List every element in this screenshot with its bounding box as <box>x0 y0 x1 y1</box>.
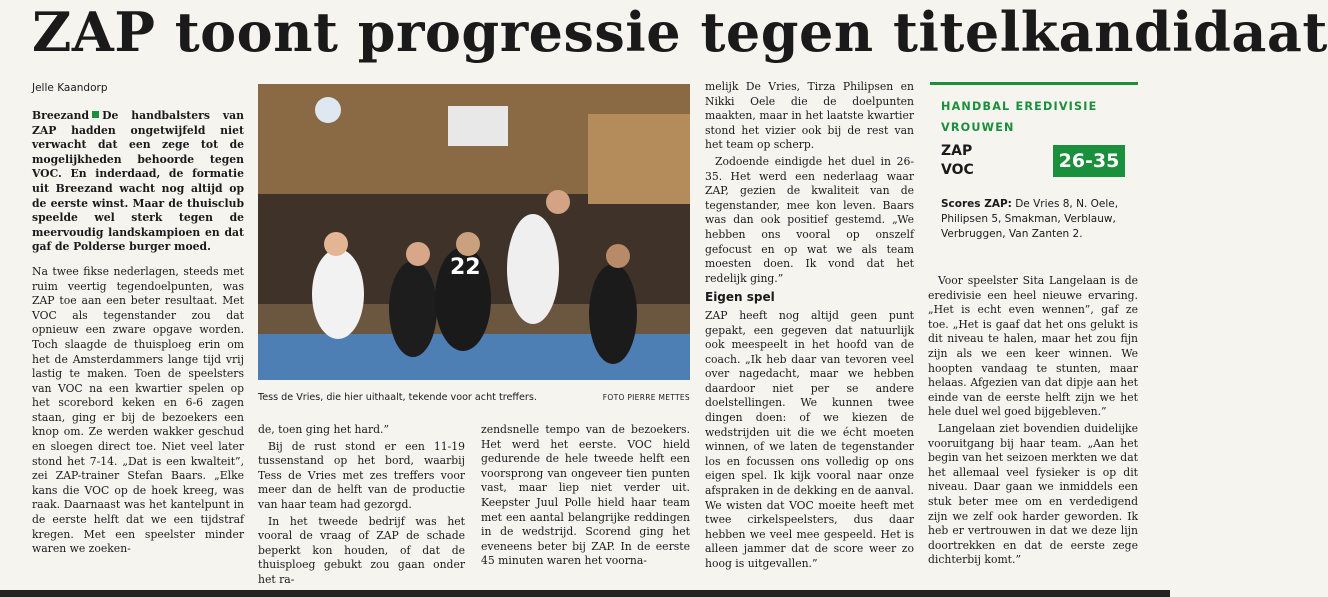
body-paragraph: Zodoende eindigde het duel in 26-35. Het werd een nederlaag waar ZAP, gezien de kwaliteit van de tegenstander, mee kon leven. Baars was dan ook positief gestemd. „We hebben ons vooral op onszelf gefocust en op wat we als team moesten doen. Ik vond dat het redelijk ging.” <box>705 154 914 285</box>
handball-action-image <box>258 84 690 380</box>
headline: ZAP toont progressie tegen titelkandidaat <box>32 0 1328 64</box>
body-paragraph: Voor speelster Sita Langelaan is de eredivisie een heel nieuwe ervaring. „Het is echt even wennen”, gaf ze toe. „Het is gaaf dat het ons gelukt is dit niveau te halen, maar het zou fijn zijn als we een keer winnen. We hoopten vandaag te stunten, maar helaas. Afgezien van dat dipje aan het einde van de eerste helft zijn we het hele duel wel goed bijgebleven.” <box>928 274 1138 419</box>
body-paragraph: In het tweede bedrijf was het vooral de vraag of ZAP de schade beperkt kon houden, of dat de thuisploeg gebukt zou gaan onder het ra- <box>258 514 465 586</box>
caption-text: Tess de Vries, die hier uithaalt, tekende voor acht treffers. <box>258 392 537 403</box>
article-column-3 <box>705 80 914 574</box>
teams <box>941 142 974 180</box>
bottom-rule <box>0 590 1170 597</box>
body-paragraph: Bij de rust stond er een 11-19 tussenstand op het bord, waarbij Tess de Vries met zes treffers voor meer dan de helft van de productie van haar team had gezorgd. <box>258 439 465 511</box>
scorers-text: De Vries 8, N. Oele, Philipsen 5, Smakman, Verblauw, Verbruggen, Van Zanten 2. <box>941 198 1119 240</box>
photo-caption <box>258 392 690 403</box>
dateline: Breezand <box>32 109 90 122</box>
body-paragraph: Langelaan ziet bovendien duidelijke vooruitgang bij haar team. „Aan het begin van het seizoen merkten we dat het allemaal veel fysieker is op dit niveau. Daar gaan we inmiddels een stuk beter mee om en verdedigend zijn we zelf ook harder geworden. Ik heb er vertrouwen in dat we deze lijn doortrekken en dat de eerste zege dichterbij komt.” <box>928 421 1138 567</box>
scorers <box>941 197 1121 242</box>
sidebar-rule <box>930 82 1138 85</box>
body-paragraph: melijk De Vries, Tirza Philipsen en Nikki Oele die de doelpunten maakten, maar in het laatste kwartier stond het vizier ook bij de rest van het team op scherp. <box>705 80 914 152</box>
body-paragraph: de, toen ging het hard.” <box>258 423 389 436</box>
article-column-1 <box>32 109 244 559</box>
sidebar-kicker: HANDBAL EREDIVISIE VROUWEN <box>941 100 1098 134</box>
byline: Jelle Kaandorp <box>32 82 108 94</box>
match-photo <box>258 84 690 380</box>
score-badge: 26-35 <box>1053 145 1125 177</box>
team-home: ZAP <box>941 143 973 159</box>
jersey-number: 22 <box>450 255 481 280</box>
team-away: VOC <box>941 162 974 178</box>
lead-text: De handbalsters van ZAP hadden ongetwijfeld niet verwacht dat een zege tot de mogelijkheden behoorde tegen VOC. En inderdaad, de formatie uit Breezand wacht nog altijd op de eerste winst. Maar de thuisclub speelde wel sterk tegen de meervoudig landskampioen en dat gaf de Polderse burger moed. <box>32 109 244 254</box>
article-column-4 <box>928 274 1138 570</box>
green-square-icon <box>92 111 99 118</box>
body-paragraph: zendsnelle tempo van de bezoekers. Het werd het eerste. VOC hield gedurende de hele tweede helft een voorsprong van ongeveer tien punten vast, maar liep niet verder uit. Keepster Juul Polle hield haar team met een aantal belangrijke reddingen in de wedstrijd. Scorend ging het eveneens beter bij ZAP. In de eerste 45 minuten waren het voorna- <box>481 423 690 568</box>
lead-paragraph <box>32 109 244 255</box>
article-column-2 <box>258 423 465 590</box>
body-paragraph: Na twee fikse nederlagen, steeds met ruim veertig tegendoelpunten, was ZAP toe aan een beter resultaat. Met VOC als tegenstander zou dat opnieuw een zware opgave worden. Toch slaagde de thuisploeg erin om het de Amsterdammers lange tijd vrij lastig te maken. Toen de speelsters van VOC na een kwartier spelen op het scorebord keken en 6-6 zagen staan, ging er bij de bezoekers een knop om. Ze werden wakker geschud en sloegen direct toe. Niet veel later stond het 7-14. „Dat is een kwalteit”, zei ZAP-trainer Stefan Baars. „Elke kans die VOC op de hoek kreeg, was raak. Daarnaast was het kantelpunt in de eerste helft dat we een tijdstraf kregen. Met een speelster minder waren we zoeken- <box>32 264 244 556</box>
subheading: Eigen spel <box>705 290 775 305</box>
photo-credit: FOTO PIERRE METTES <box>602 393 690 402</box>
scorers-label: Scores ZAP: <box>941 198 1012 210</box>
body-paragraph: ZAP heeft nog altijd geen punt gepakt, een gegeven dat natuurlijk ook meespeelt in het hoofd van de coach. „Ik heb daar van tevoren veel over nagedacht, maar we hebben daardoor niet per se andere doelstellingen. We kunnen twee dingen doen: of we kiezen de wedstrijden uit die we écht moeten winnen, of we laten de tegenstander los en focussen ons volledig op ons eigen spel. Ik kijk vooral naar onze afspraken in de dekking en de aanval. We wisten dat VOC moeite heeft met twee cirkelspeelsters, dus daar hebben we veel mee gespeeld. Het is alleen jammer dat de score weer zo hoog is uitgevallen.” <box>705 308 914 570</box>
article-column-2b <box>481 423 690 571</box>
